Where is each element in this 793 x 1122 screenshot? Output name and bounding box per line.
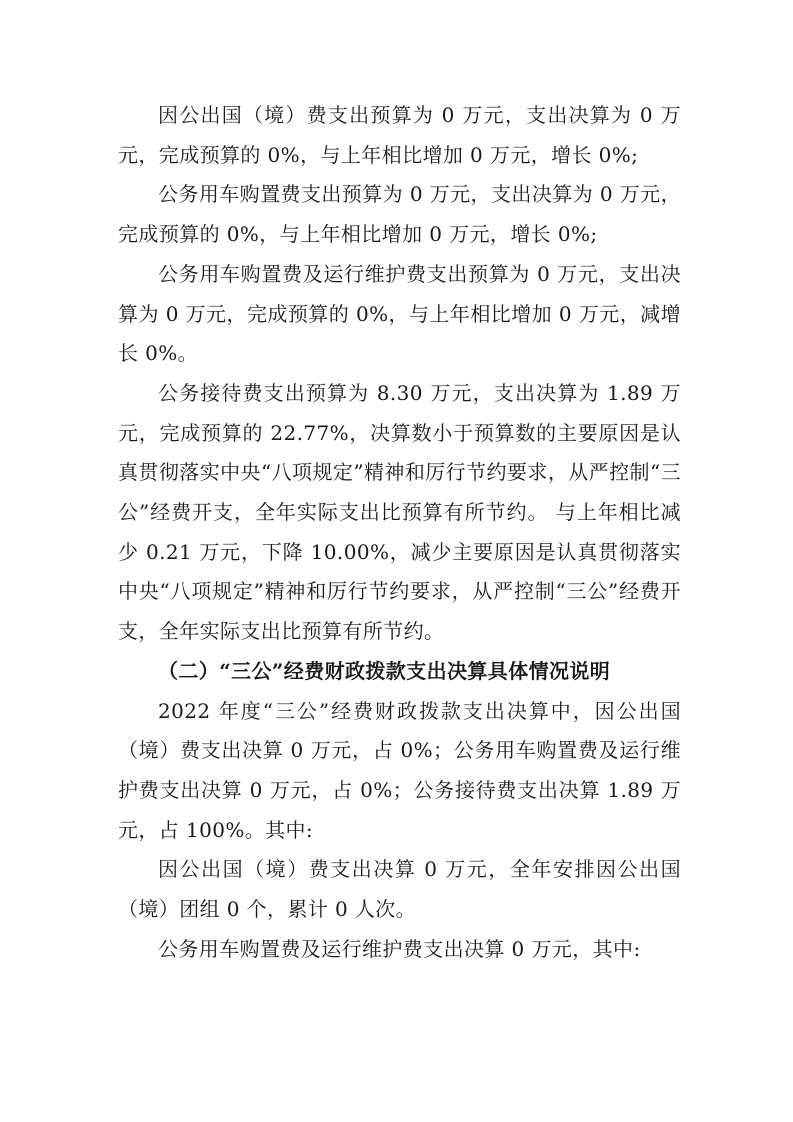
paragraph-section-overseas: 因公出国（境）费支出决算 0 万元，全年安排因公出国（境）团组 0 个，累计 0 人次。 <box>118 857 681 922</box>
paragraph-vehicle-operation: 公务用车购置费及运行维护费支出预算为 0 万元，支出决算为 0 万元，完成预算的 0%，与上年相比增加 0 万元，减增长 0%。 <box>118 261 681 366</box>
paragraph-section-vehicle: 公务用车购置费及运行维护费支出决算 0 万元，其中: <box>158 936 641 961</box>
section-heading: （二）“三公”经费财政拨款支出决算具体情况说明 <box>158 658 611 683</box>
paragraph-overseas-travel: 因公出国（境）费支出预算为 0 万元，支出决算为 0 万元，完成预算的 0%，与上年相比增加 0 万元，增长 0%; <box>118 103 681 167</box>
document-body <box>118 96 681 969</box>
paragraph-official-reception: 公务接待费支出预算为 8.30 万元，支出决算为 1.89 万元，完成预算的 22.77%，决算数小于预算数的主要原因是认真贯彻落实中央“八项规定”精神和厉行节约要求，从严控制“三公”经费开支，全年实际支出比预算有所节约。 与上年相比减少 0.21 万元，下降 10.00%，减少主要原因是认真贯彻落实中央“八项规定”精神和厉行节约要求，从严控制“三公”经费开支，全年实际支出比预算有所节约。 <box>118 380 681 644</box>
paragraph-section-summary: 2022 年度“三公”经费财政拨款支出决算中，因公出国（境）费支出决算 0 万元，占 0%；公务用车购置费及运行维护费支出决算 0 万元，占 0%；公务接待费支出决算 1.89 万元，占 100%。其中: <box>118 698 681 842</box>
paragraph-vehicle-purchase: 公务用车购置费支出预算为 0 万元，支出决算为 0 万元，完成预算的 0%，与上年相比增加 0 万元，增长 0%; <box>118 182 681 247</box>
